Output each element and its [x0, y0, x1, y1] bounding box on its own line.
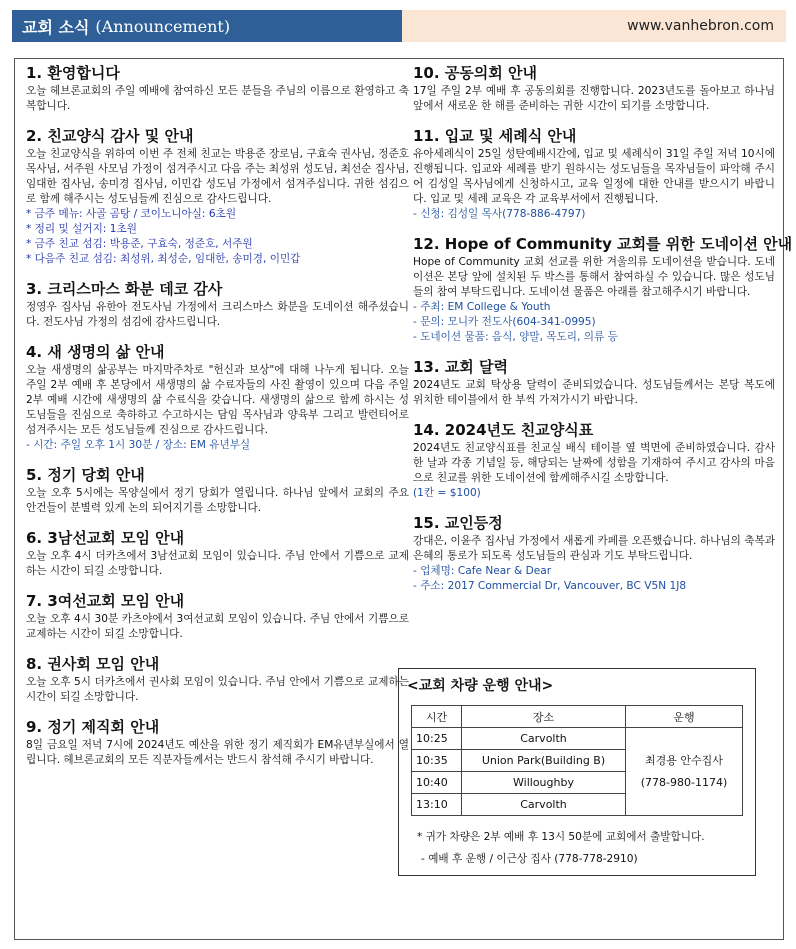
col-header-place: 장소	[462, 706, 626, 728]
cell-place: Union Park(Building B)	[462, 750, 626, 772]
announcement-title: 12. Hope of Community 교회를 위한 도네이션 안내	[413, 235, 793, 253]
announcement-note: - 신청: 김성일 목사(778-886-4797)	[413, 208, 586, 220]
announcement-title: 13. 교회 달력	[413, 358, 508, 376]
announcement-title: 5. 정기 당회 안내	[26, 466, 145, 484]
announcement-body: Hope of Community 교회 선교를 위한 겨울의류 도네이션을 받습니다. 도네이션은 본당 앞에 설치된 두 박스를 통해서 참여하실 수 있습니다. 많은 성도님들의 참여 부탁드립니다. 도네이션 물품은 아래를 참고해주시기 바랍니다.	[413, 256, 775, 298]
announcement-item	[26, 465, 409, 516]
announcement-note: - 문의: 모니카 전도사(604-341-0995)	[413, 316, 596, 328]
cell-time: 10:25	[412, 728, 462, 750]
announcement-body: 유아세례식이 25일 성탄예배시간에, 입교 및 세례식이 31일 주일 저녁 10시에 진행됩니다. 입교와 세례를 받기 원하시는 성도님들을 목자님들이 파악해 주시어 김성일 목사님에게 신청하시고, 교육 일정에 대한 안내를 받으시기 바랍니다. 입교 및 세례 교육은 각 교육부서에서 진행됩니다.	[413, 148, 775, 205]
schedule-table	[411, 705, 743, 816]
announcement-item	[26, 717, 409, 768]
announcement-title: 10. 공동의회 안내	[413, 64, 537, 82]
announcement-item	[413, 420, 775, 501]
announcement-item	[413, 513, 775, 594]
announcement-title: 7. 3여선교회 모임 안내	[26, 592, 185, 610]
schedule-title: <교회 차량 운행 안내>	[407, 678, 554, 694]
cell-time: 13:10	[412, 794, 462, 816]
driver-phone: (778-980-1174)	[640, 775, 728, 789]
cell-time: 10:40	[412, 772, 462, 794]
announcement-title: 15. 교인등정	[413, 514, 503, 532]
schedule-footer-note: * 귀가 차량은 2부 예배 후 13시 50분에 교회에서 출발합니다.	[417, 831, 705, 843]
announcement-item	[413, 357, 775, 408]
announcement-note: * 금주 친교 섬김: 박용준, 구효숙, 정준호, 서주원	[26, 238, 253, 250]
announcement-body: 오늘 오후 5시에는 목양실에서 정기 당회가 열립니다. 하나님 앞에서 교회의 주요 안건들이 분별력 있게 논의 되어지기를 소망합니다.	[26, 487, 409, 514]
cell-place: Carvolth	[462, 728, 626, 750]
website-url[interactable]: www.vanhebron.com	[402, 10, 786, 42]
announcement-body: 오늘 친교양식을 위하여 이번 주 전체 친교는 박용준 장로님, 구효숙 권사님, 정준호 목사님, 서주원 사모님 가정이 섬겨주시고 다음 주는 최성위 성도님, 최선순 집사님, 임대한 집사님, 송미경 집사님, 이민갑 성도님 가정에서 섬겨주십니다. 귀한 섬김으로 함께 해주시는 성도님들께 진심으로 감사드립니다.	[26, 148, 409, 205]
announcement-body: 오늘 헤브론교회의 주일 예배에 참여하신 모든 분들을 주님의 이름으로 환영하고 축복합니다.	[26, 85, 409, 112]
announcement-title: 14. 2024년도 친교양식표	[413, 421, 594, 439]
announcement-body: 8일 금요일 저녁 7시에 2024년도 예산을 위한 정기 제직회가 EM유년부실에서 열립니다. 헤브론교회의 모든 직분자들께서는 반드시 참석해 주시기 바랍니다.	[26, 739, 409, 766]
col-header-time: 시간	[412, 706, 462, 728]
announcement-title: 3. 크리스마스 화분 데코 감사	[26, 280, 223, 298]
announcement-item	[413, 63, 775, 114]
announcement-note: (1칸 = $100)	[413, 487, 481, 499]
announcement-body: 오늘 오후 4시 더카츠에서 3남선교회 모임이 있습니다. 주님 안에서 기쁨으로 교제하는 시간이 되길 소망합니다.	[26, 550, 409, 577]
announcement-item	[413, 234, 793, 345]
header-title: 교회 소식	[22, 17, 90, 37]
announcement-item	[26, 63, 409, 114]
schedule-header-row	[412, 706, 743, 728]
driver-name: 최경용 안수집사	[645, 753, 723, 767]
announcement-body: 2024년도 친교양식표를 친교실 배식 테이블 옆 벽면에 준비하였습니다. 감사한 날과 각종 기념일 등, 해당되는 날짜에 성함을 기재하여 주시고 감사의 마음으로 친교를 위한 도네이션에 함께해주시길 소망합니다.	[413, 442, 775, 484]
schedule-footer-contact: - 예배 후 운행 / 이근상 집사 (778-778-2910)	[421, 853, 638, 865]
announcement-body: 정영우 집사님 유한아 전도사님 가정에서 크리스마스 화분을 도네이션 해주셨습니다. 전도사님 가정의 섬김에 감사드립니다.	[26, 301, 409, 328]
announcement-item	[26, 342, 409, 453]
announcement-item	[26, 279, 409, 330]
header	[0, 0, 796, 46]
section-title-bar	[12, 10, 402, 42]
cell-place: Willoughby	[462, 772, 626, 794]
announcement-note: - 도네이션 물품: 음식, 양말, 목도리, 의류 등	[413, 331, 618, 343]
announcement-body: 17일 주일 2부 예배 후 공동의회를 진행합니다. 2023년도를 돌아보고 하나님 앞에서 새로운 한 해를 준비하는 귀한 시간이 되기를 소망합니다.	[413, 85, 775, 112]
announcement-item	[26, 126, 409, 267]
announcement-item	[26, 591, 409, 642]
table-row	[412, 728, 743, 750]
announcement-item	[26, 654, 409, 705]
announcement-title: 2. 친교양식 감사 및 안내	[26, 127, 194, 145]
announcement-item	[413, 126, 775, 222]
vehicle-schedule-box	[398, 668, 756, 876]
announcement-note: - 업체명: Cafe Near & Dear	[413, 565, 552, 577]
announcement-note: * 금주 메뉴: 사골 곰탕 / 코이노니아실: 6초원	[26, 208, 237, 220]
announcement-title: 4. 새 생명의 삶 안내	[26, 343, 165, 361]
announcement-title: 1. 환영합니다	[26, 64, 120, 82]
header-title-en: (Announcement)	[95, 16, 231, 36]
announcement-body: 2024년도 교회 탁상용 달력이 준비되었습니다. 성도님들께서는 본당 복도에 위치한 테이블에서 한 부씩 가져가시기 바랍니다.	[413, 379, 775, 406]
announcement-title: 8. 권사회 모임 안내	[26, 655, 160, 673]
cell-place: Carvolth	[462, 794, 626, 816]
left-column	[26, 63, 409, 780]
announcement-title: 9. 정기 제직회 안내	[26, 718, 160, 736]
announcement-body: 오늘 오후 5시 더카츠에서 권사회 모임이 있습니다. 주님 안에서 기쁨으로 교제하는 시간이 되길 소망합니다.	[26, 676, 409, 703]
announcement-note: * 다음주 친교 섬김: 최성위, 최성순, 임대한, 송미경, 이민갑	[26, 253, 301, 265]
col-header-driver: 운행	[626, 706, 743, 728]
announcement-body: 강대은, 이윤주 집사님 가정에서 새롭게 카페를 오픈했습니다. 하나님의 축복과 은혜의 통로가 되도록 성도님들의 관심과 기도 부탁드립니다.	[413, 535, 775, 562]
announcement-title: 6. 3남선교회 모임 안내	[26, 529, 185, 547]
cell-time: 10:35	[412, 750, 462, 772]
cell-driver	[626, 728, 743, 816]
right-column	[413, 63, 793, 606]
announcement-note: * 정리 및 설거지: 1초원	[26, 223, 137, 235]
announcement-item	[26, 528, 409, 579]
announcement-body: 오늘 새생명의 삶공부는 마지막주차로 "헌신과 보상"에 대해 나누게 됩니다. 오늘 주일 2부 예배 후 본당에서 새생명의 삶 수료자들의 사진 촬영이 있으며 다음 주일 2부 예배 시간에 새생명의 삶 수료식을 갖습니다. 새생명의 삶으로 함께 하시는 성도님들을 진심으로 축하하고 수고하시는 담임 목사님과 양육부 그리고 발런티어로 섬겨주시는 모든 성도님들께 진심으로 감사드립니다.	[26, 364, 409, 436]
announcement-note: - 주최: EM College & Youth	[413, 301, 551, 313]
announcement-note: - 주소: 2017 Commercial Dr, Vancouver, BC V5N 1J8	[413, 580, 687, 592]
announcement-title: 11. 입교 및 세례식 안내	[413, 127, 577, 145]
announcement-body: 오늘 오후 4시 30분 카츠야에서 3여선교회 모임이 있습니다. 주님 안에서 기쁨으로 교제하는 시간이 되길 소망합니다.	[26, 613, 409, 640]
announcement-note: - 시간: 주일 오후 1시 30분 / 장소: EM 유년부실	[26, 439, 251, 451]
